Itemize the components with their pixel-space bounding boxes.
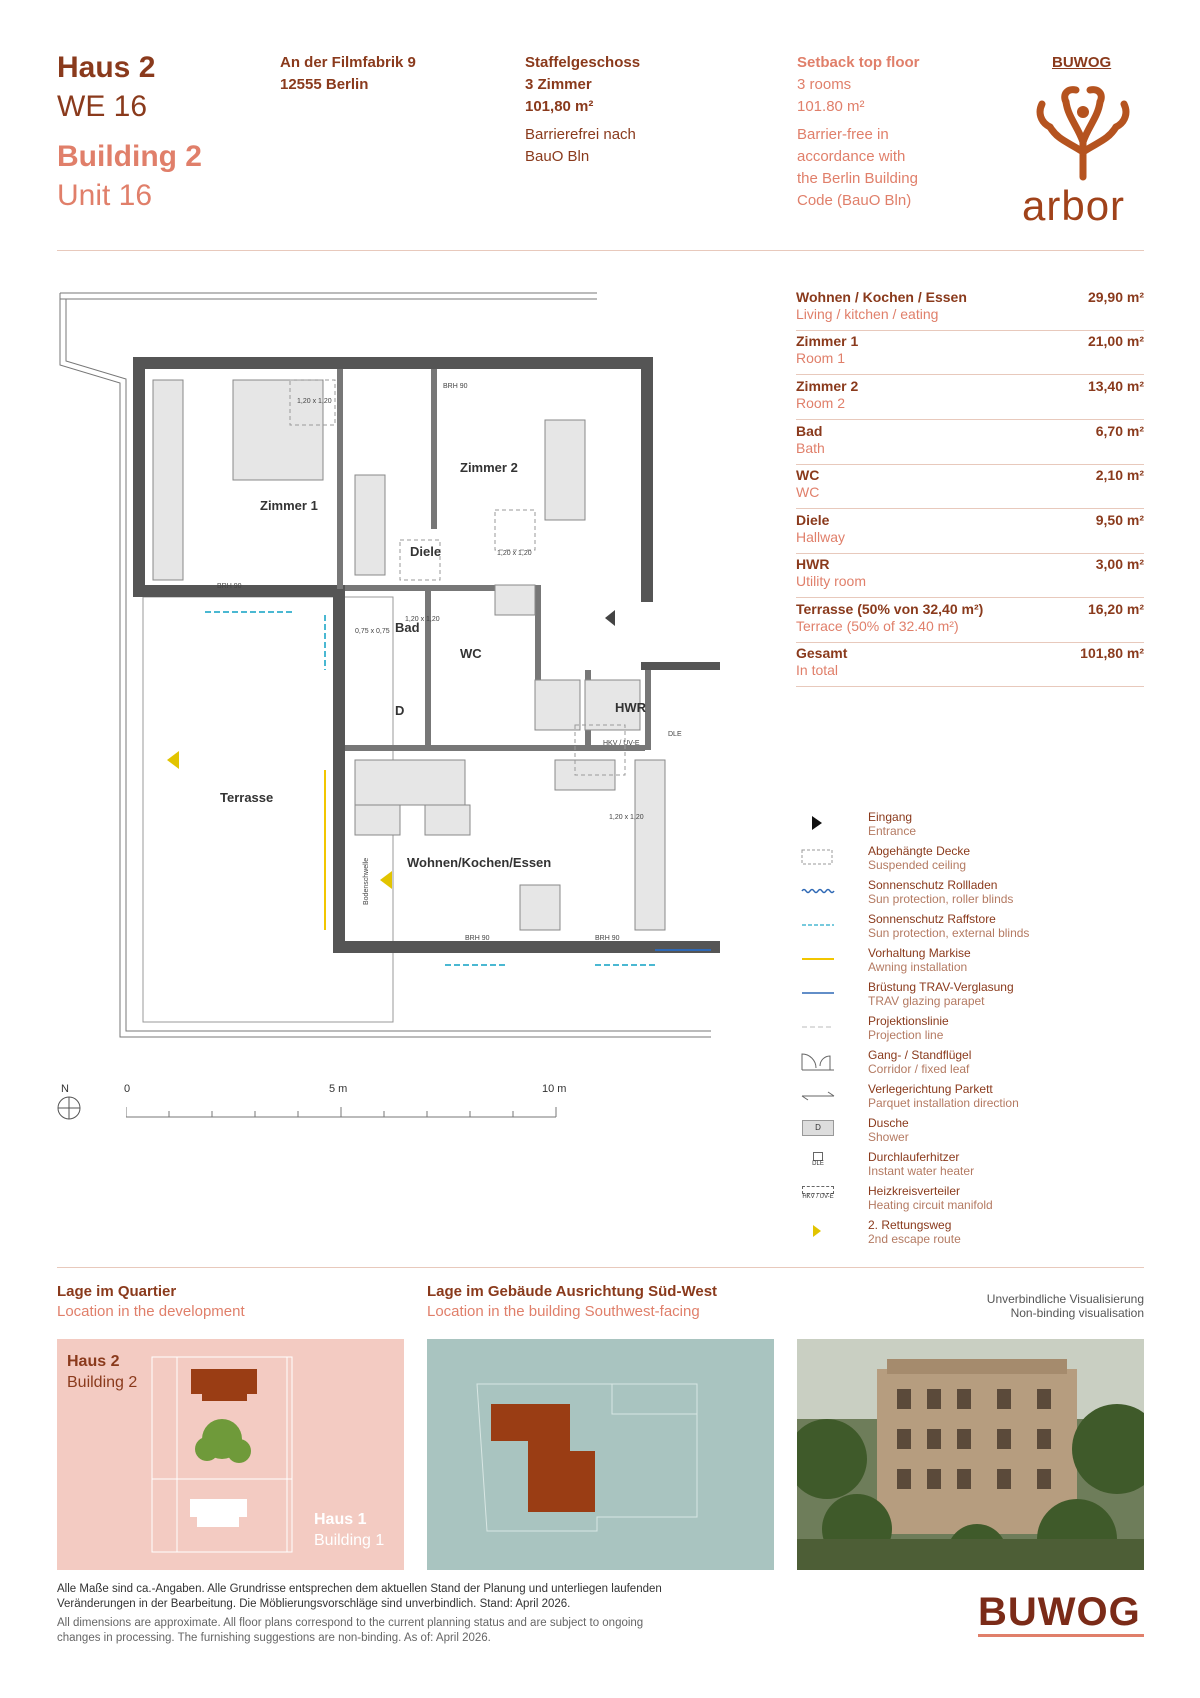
address-city: 12555 Berlin [280,76,369,93]
tree-icon [1028,82,1138,182]
legend-item [800,878,1100,912]
area-total-value: 101,80 m² [1080,645,1144,661]
scale-10: 10 m [542,1083,567,1095]
area-row-de: Zimmer 2 [796,378,859,394]
legend-item [800,810,1100,844]
barrier-de-1: Barrierefrei nach [525,126,636,143]
legend-de: 2. Rettungsweg [868,1218,952,1232]
area-row-en: Utility room [796,573,867,589]
building-2-shape [191,1369,257,1401]
area-row-de: Wohnen / Kochen / Essen [796,289,967,305]
bottom-divider [57,1267,1144,1268]
area-row-value: 2,10 m² [1095,467,1144,483]
area-row-en: Living / kitchen / eating [796,306,939,322]
manifold-icon [800,1186,836,1208]
area-row-en: Room 1 [796,350,846,366]
arbor-logo-text: arbor [1022,182,1126,229]
site-plan-drawing [57,1339,404,1570]
area-row-en: WC [796,484,820,500]
area-total-en: In total [796,662,839,678]
area-row [796,509,1144,554]
area-row [796,464,1144,509]
legend-de: Projektionslinie [868,1014,949,1028]
legend-en: Entrance [868,824,917,838]
buwog-logo-underline [978,1634,1144,1637]
barrier-de-2: BauO Bln [525,148,590,165]
north-label: N [61,1083,69,1095]
label-diele: Diele [410,544,442,559]
legend-item [800,1048,1100,1082]
area-row-de: Bad [796,423,823,439]
legend-en: Corridor / fixed leaf [868,1062,970,1076]
area-row-de: HWR [796,556,830,572]
area-row [796,598,1144,643]
label-zimmer1: Zimmer 1 [260,498,318,513]
area-row [796,330,1144,375]
disclaimer-de: Alle Maße sind ca.-Angaben. Alle Grundrisse entsprechen dem aktuellen Stand der Planung und unterliegen laufenden Veränderungen in der Bearbeitung. Die Möblierungsvorschläge sind unverbindlich. Stand: April 2026. [57,1583,662,1610]
legend-de: Gang- / Standflügel [868,1048,972,1062]
legend-de: Vorhaltung Markise [868,946,971,960]
address-street: An der Filmfabrik 9 [280,54,416,71]
orientation-title-de: Lage im Gebäude Ausrichtung Süd-West [427,1283,718,1300]
legend-en: Awning installation [868,960,968,974]
building-visualisation-image [797,1339,1144,1570]
area-row-en: Room 2 [796,395,846,411]
area-row-value: 21,00 m² [1087,333,1144,349]
shower-icon [802,1120,834,1136]
visualisation-note [920,1292,1144,1320]
legend-item [800,912,1100,946]
disclaimer-en: All dimensions are approximate. All floor plans correspond to the current planning status and are subject to ongoing changes in processing. The furnishing suggestions are non-binding. As of: April 2026. [57,1617,644,1644]
legend-de: Durchlauferhitzer [868,1150,960,1164]
area-row-en: Terrace (50% of 32.40 m²) [796,618,959,634]
scale-ruler [126,1099,566,1119]
label-terrasse: Terrasse [220,790,274,805]
label-hwr: HWR [615,700,647,715]
ceiling-zimmer1: 1,20 x 1,20 [297,398,332,405]
barrier-en-1: Barrier-free in [797,126,889,143]
legend-en: Suspended ceiling [868,858,967,872]
escape-route-icon [800,1220,836,1242]
area-en: 101.80 m² [797,98,865,115]
unit-we: WE 16 [57,90,148,123]
legend-item [800,1116,1100,1150]
floor-de: Staffelgeschoss [525,54,641,71]
orientation-panel [427,1339,774,1570]
area-row-de: WC [796,467,820,483]
water-heater-icon [800,1152,836,1174]
legend-item [800,946,1100,980]
legend-en: TRAV glazing parapet [868,994,985,1008]
label-d: D [395,703,405,718]
area-row-de: Diele [796,512,830,528]
rooms-en: 3 rooms [797,76,852,93]
area-row [796,420,1144,465]
unit-info-en [797,52,920,212]
legend-de: Sonnenschutz Raffstore [868,912,996,926]
area-row-value: 9,50 m² [1095,512,1144,528]
area-row-de: Terrasse (50% von 32,40 m²) [796,601,984,617]
dle-label: DLE [668,731,682,738]
shower-icon-label: D [815,1123,821,1132]
floor-en: Setback top floor [797,54,920,71]
location-title-de: Lage im Quartier [57,1283,177,1300]
awning-line-icon [800,948,836,970]
legend-item [800,1082,1100,1116]
area-row-value: 29,90 m² [1087,289,1144,305]
legend-en: Heating circuit manifold [868,1198,993,1212]
door-leaf-icon [800,1050,836,1072]
entrance-triangle-icon [800,812,836,834]
ceiling-diele: 1,20 x 1,20 [497,550,532,557]
area-row-en: Bath [796,440,825,456]
parquet-arrow-icon [800,1084,836,1106]
hkv-label: HKV / UV-E [603,740,640,747]
legend-en: Sun protection, roller blinds [868,892,1014,906]
location-title-en: Location in the development [57,1303,245,1320]
water-heater-icon-label: DLE [812,1161,824,1167]
shower-size: 0,75 x 0,75 [355,628,390,635]
entrance-marker-icon [605,610,615,626]
area-row-value: 3,00 m² [1095,556,1144,572]
site-haus1: Haus 1 [314,1511,367,1528]
label-bad: Bad [395,620,420,635]
barrier-en-4: Code (BauO Bln) [797,192,912,209]
manifold-icon-label: HKV / UV-E [802,1194,834,1200]
ceiling-bad: 1,20 x 1,20 [405,616,440,623]
legend-de: Sonnenschutz Rollladen [868,878,998,892]
label-wohnen: Wohnen/Kochen/Essen [407,855,552,870]
visualisation-en: Non-binding visualisation [1010,1306,1144,1320]
area-total-de: Gesamt [796,645,848,661]
legend-en: Parquet installation direction [868,1096,1019,1110]
legend-item [800,1150,1100,1184]
area-de: 101,80 m² [525,98,594,115]
legend-item [800,1218,1100,1252]
area-row-en: Hallway [796,529,846,545]
site-haus2: Haus 2 [67,1353,120,1370]
area-row [796,286,1144,331]
legend-en: Sun protection, external blinds [868,926,1030,940]
floor-plan [55,285,720,1045]
legend-de: Verlegerichtung Parkett [868,1082,993,1096]
ceiling-kitchen: 1,20 x 1,20 [609,814,644,821]
orientation-drawing [427,1339,774,1570]
building-1-shape [190,1499,247,1527]
arbor-logo-buwog: BUWOG [1052,54,1112,71]
scale-bar [56,1083,576,1133]
area-row-value: 6,70 m² [1095,423,1144,439]
brh-living-right: BRH 90 [595,935,620,942]
unit-haus: Haus 2 [57,51,156,84]
orientation-title-en: Location in the building Southwest-facing [427,1303,700,1320]
buwog-logo [978,1592,1144,1637]
site-building1: Building 1 [314,1532,385,1549]
barrier-en-3: the Berlin Building [797,170,918,187]
unit-info-de [525,52,640,168]
scale-0: 0 [124,1083,131,1095]
label-zimmer2: Zimmer 2 [460,460,518,475]
site-building2: Building 2 [67,1374,138,1391]
buwog-logo-text: BUWOG [978,1590,1141,1634]
glazing-line-icon [800,982,836,1004]
brh-zimmer1: BRH 90 [217,583,242,590]
label-wc: WC [460,646,482,661]
brh-zimmer2: BRH 90 [443,383,468,390]
area-row [796,553,1144,598]
legend-item [800,844,1100,878]
legend-de: Eingang [868,810,913,824]
legend-de: Brüstung TRAV-Verglasung [868,980,1014,994]
area-row [796,375,1144,420]
external-blind-line-icon [800,914,836,936]
unit-highlight-shape [491,1404,595,1512]
legend-item [800,1014,1100,1048]
unit-building: Building 2 [57,140,202,173]
legend-en: 2nd escape route [868,1232,961,1246]
site-plan-panel [57,1339,404,1570]
area-row-value: 13,40 m² [1087,378,1144,394]
projection-line-icon [800,1016,836,1038]
header-divider [57,250,1144,251]
arbor-logo [1010,52,1160,232]
brh-living-left: BRH 90 [465,935,490,942]
area-row-de: Zimmer 1 [796,333,859,349]
barrier-en-2: accordance with [797,148,906,165]
scale-5: 5 m [329,1083,348,1095]
legend-item [800,980,1100,1014]
legend-de: Heizkreisverteiler [868,1184,961,1198]
address [280,52,416,96]
legend-de: Dusche [868,1116,909,1130]
suspended-ceiling-icon [800,846,836,868]
rooms-de: 3 Zimmer [525,76,592,93]
roller-blind-line-icon [800,880,836,902]
area-row-total [796,642,1144,687]
legend-item [800,1184,1100,1218]
visualisation-de: Unverbindliche Visualisierung [986,1292,1144,1306]
legend-en: Instant water heater [868,1164,975,1178]
legend-de: Abgehängte Decke [868,844,971,858]
bodenschwelle-label: Bodenschwelle [363,857,370,905]
compass-icon [56,1095,82,1121]
unit-number: Unit 16 [57,179,153,212]
legend-en: Shower [868,1130,909,1144]
area-row-value: 16,20 m² [1087,601,1144,617]
legend-en: Projection line [868,1028,944,1042]
